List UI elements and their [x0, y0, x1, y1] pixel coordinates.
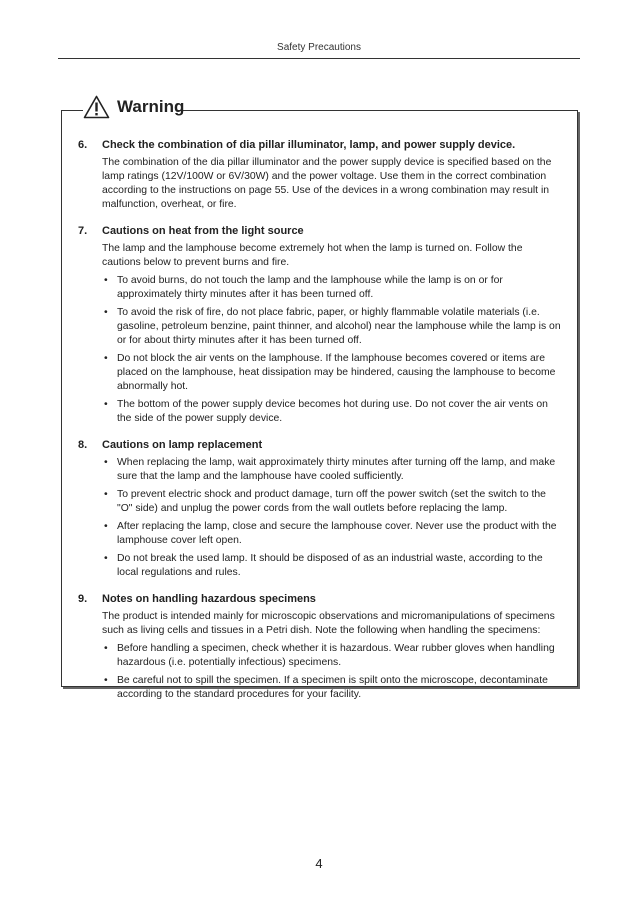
header-divider [58, 58, 580, 59]
bullet-item: • After replacing the lamp, close and secure the lamphouse cover. Never use the product with the lamphouse cover left open. [102, 520, 562, 548]
section-title: Check the combination of dia pillar illuminator, lamp, and power supply device. [102, 139, 516, 151]
bullet-list [102, 456, 562, 580]
warning-section [78, 438, 562, 584]
section-paragraph: The combination of the dia pillar illuminator and the power supply device is specified based on the lamp ratings (12V/100W or 6V/30W) and the power voltage. Use them in the correct combination according to the instructions on page 55. Use of the devices in a wrong combination may result in malfunction, overheat, or fire. [102, 157, 552, 210]
warning-section [78, 138, 562, 216]
section-title: Cautions on lamp replacement [102, 439, 263, 451]
bullet-item: • Do not break the used lamp. It should be disposed of as an industrial waste, according to the local regulations and rules. [102, 552, 562, 580]
bullet-item: • The bottom of the power supply device becomes hot during use. Do not cover the air vents on the side of the power supply device. [102, 398, 562, 426]
section-paragraph: The lamp and the lamphouse become extremely hot when the lamp is turned on. Follow the cautions below to prevent burns and fire. [102, 243, 523, 268]
bullet-item: • When replacing the lamp, wait approximately thirty minutes after turning off the lamp, and make sure that the lamp and the lamphouse have cooled sufficiently. [102, 456, 562, 484]
section-title: Cautions on heat from the light source [102, 225, 304, 237]
section-paragraph: The product is intended mainly for microscopic observations and micromanipulations of specimens such as living cells and tissues in a Petri dish. Note the following when handling the specimens: [102, 611, 555, 636]
warning-label: Warning [117, 97, 185, 116]
bullet-item: • Be careful not to spill the specimen. If a specimen is spilt onto the microscope, decontaminate according to the standard procedures for your facility. [102, 674, 562, 702]
bullet-item: • Do not block the air vents on the lamphouse. If the lamphouse becomes covered or items are placed on the lamphouse, heat dissipation may be hindered, causing the lamphouse to become abnormally hot. [102, 352, 562, 394]
warning-section [78, 224, 562, 430]
section-number: 8. [78, 439, 88, 451]
bullet-list [102, 642, 562, 702]
section-body [102, 138, 562, 216]
bullet-item: • To avoid burns, do not touch the lamp and the lamphouse while the lamp is on or for approximately thirty minutes after it has been turned off. [102, 274, 562, 302]
warning-sections [78, 138, 562, 714]
page-header-title: Safety Precautions [277, 42, 361, 53]
bullet-item: • To prevent electric shock and product damage, turn off the power switch (set the switch to the "O" side) and unplug the power cords from the wall outlets before replacing the lamp. [102, 488, 562, 516]
section-number: 6. [78, 139, 88, 151]
section-title: Notes on handling hazardous specimens [102, 593, 316, 605]
section-body [102, 438, 562, 584]
section-body [102, 224, 562, 430]
warning-triangle-icon [83, 95, 110, 119]
section-number: 7. [78, 225, 88, 237]
section-number: 9. [78, 593, 88, 605]
warning-heading [83, 92, 184, 122]
page-number: 4 [315, 856, 323, 871]
warning-section [78, 592, 562, 706]
bullet-list [102, 274, 562, 426]
section-body [102, 592, 562, 706]
bullet-item: • To avoid the risk of fire, do not place fabric, paper, or highly flammable volatile materials (i.e. gasoline, petroleum benzine, paint thinner, and alcohol) near the lamphouse while the lamp is on or for about thirty minutes after it has been turned off. [102, 306, 562, 348]
bullet-item: • Before handling a specimen, check whether it is hazardous. Wear rubber gloves when handling hazardous (i.e. potentially infectious) specimens. [102, 642, 562, 670]
